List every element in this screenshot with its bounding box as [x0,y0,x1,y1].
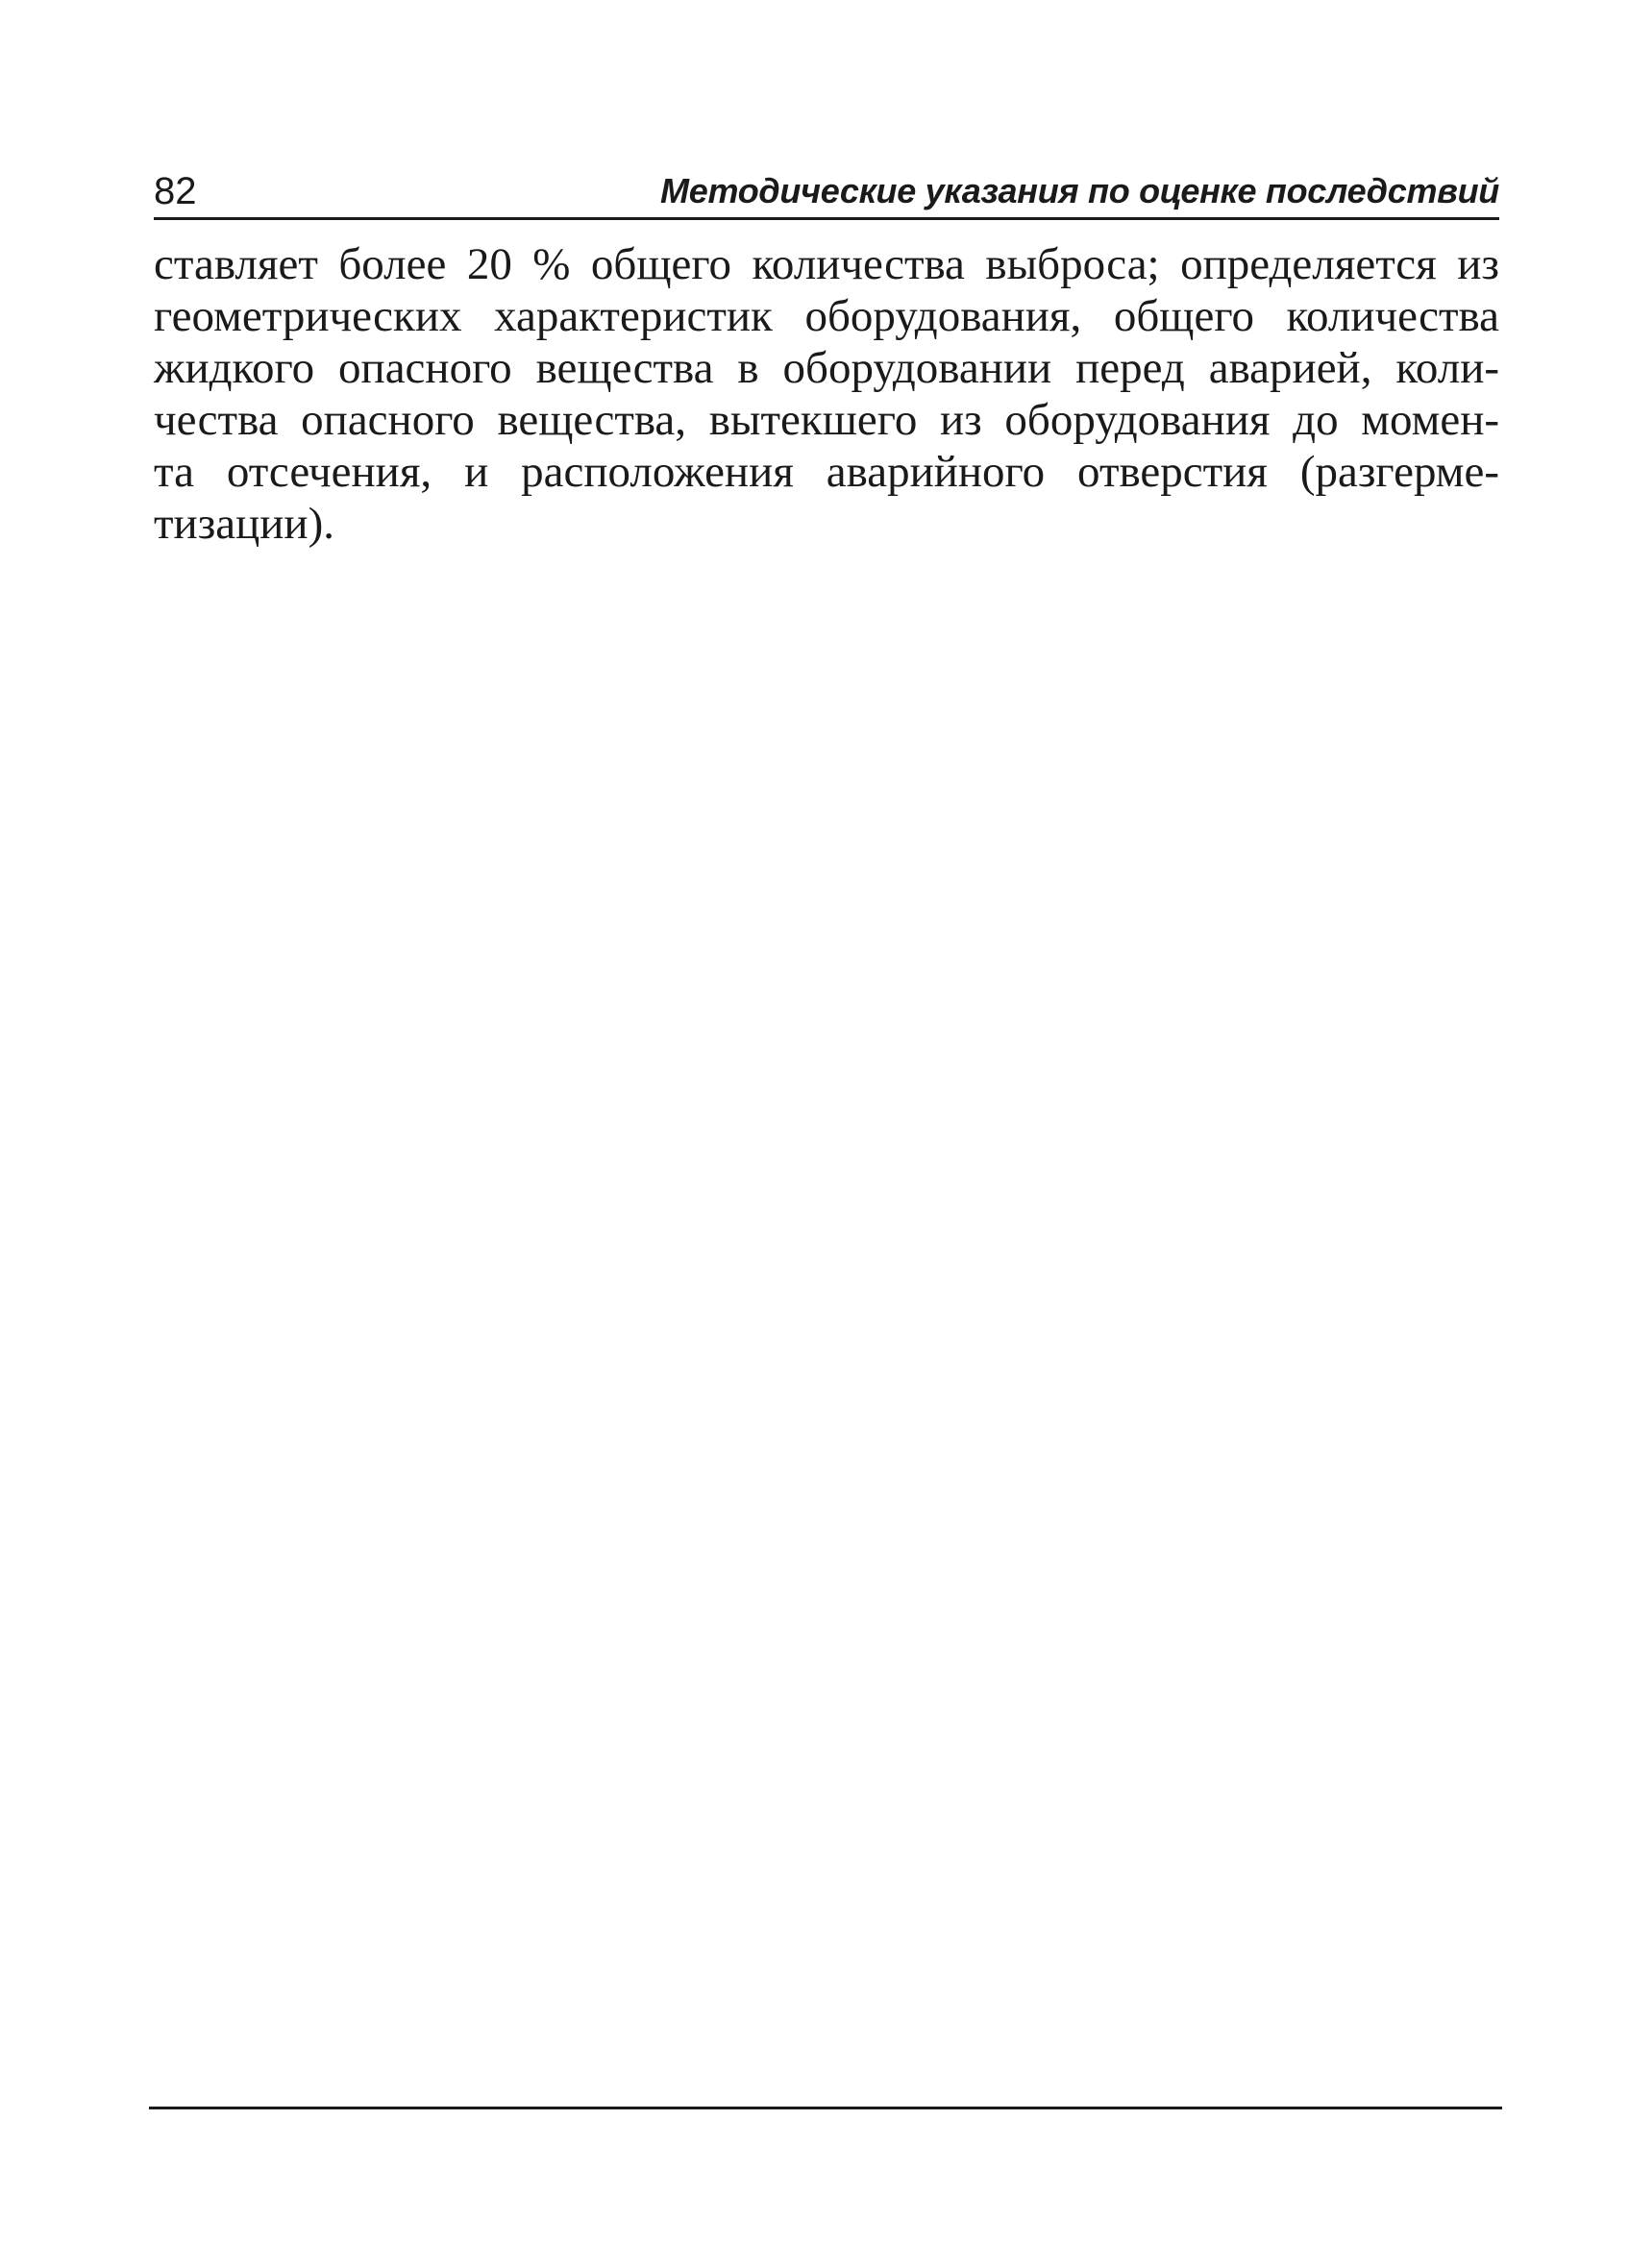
running-title: Методические указания по оценке последствий [660,171,1499,210]
paragraph-line: та отсечения, и расположения аварийного отверстия (разгерме- [154,447,1499,497]
paragraph-line: жидкого опасного вещества в оборудовании перед аварией, коли- [154,343,1499,393]
footer-divider [149,2107,1502,2109]
paragraph-line: ставляет более 20 % общего количества выброса; определяется из [154,239,1499,289]
page-number: 82 [154,170,197,212]
running-header [154,161,1499,220]
paragraph-line: геометрических характеристик оборудования, общего количества [154,291,1499,341]
paragraph-line: чества опасного вещества, вытекшего из оборудования до момен- [154,395,1499,445]
paragraph-line: тизации). [154,499,334,549]
body-paragraph [154,238,1499,550]
